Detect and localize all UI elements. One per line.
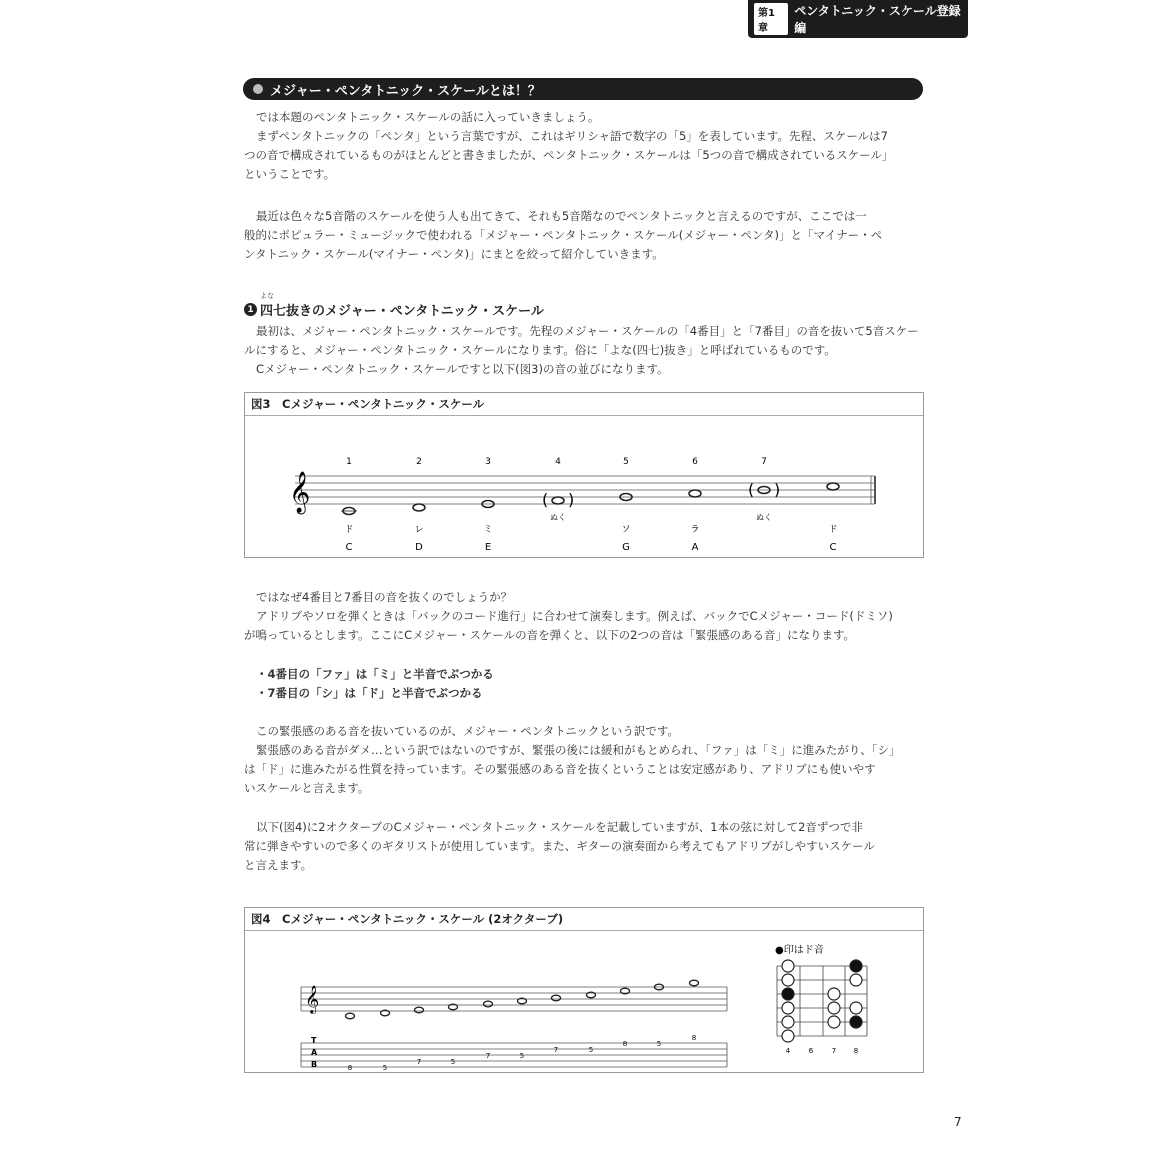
tab-fret: 7 bbox=[553, 1046, 559, 1054]
parenthesis-close: ) bbox=[774, 480, 781, 499]
note-letter: G bbox=[622, 542, 630, 553]
fret-number: 4 bbox=[785, 1047, 791, 1055]
note-letter: C bbox=[345, 542, 353, 553]
figure-4-title: 図4 Cメジャー・ペンタトニック・スケール (2オクターブ) bbox=[245, 908, 923, 931]
text-line: まずペンタトニックの「ペンタ」という言葉ですが、これはギリシャ語で数字の「5」を表しています。先程、スケールは7 bbox=[256, 129, 888, 143]
whole-note bbox=[346, 1013, 355, 1019]
solfege-label: レ bbox=[414, 525, 424, 535]
tab-clef-t: T bbox=[311, 1036, 317, 1045]
figure-3-title: 図3 Cメジャー・ペンタトニック・スケール bbox=[245, 393, 923, 416]
text-line: ということです。 bbox=[244, 167, 336, 181]
tab-fret: 8 bbox=[347, 1064, 353, 1071]
text-line: が鳴っているとします。ここにCメジャー・スケールの音を弾くと、以下の2つの音は「緊張感のある音」になります。 bbox=[244, 628, 856, 642]
page-number: 7 bbox=[954, 1115, 962, 1129]
subsection-heading bbox=[244, 300, 544, 319]
whole-note bbox=[484, 1001, 493, 1007]
whole-note-removed bbox=[552, 497, 564, 504]
degree-number: 2 bbox=[416, 457, 422, 467]
text-line: この緊張感のある音を抜いているのが、メジャー・ペンタトニックという訳です。 bbox=[256, 724, 679, 738]
text-line: ではなぜ4番目と7番目の音を抜くのでしょうか？ bbox=[256, 590, 513, 604]
removed-label: ぬく bbox=[756, 513, 772, 522]
whole-note bbox=[413, 504, 425, 511]
treble-clef-icon: 𝄞 bbox=[305, 985, 320, 1013]
tab-fret: 8 bbox=[691, 1034, 697, 1042]
bullet-item: ・4番目の「ファ」は「ミ」と半音でぶつかる bbox=[256, 667, 494, 681]
text-line: と言えます。 bbox=[244, 858, 313, 872]
parenthesis-close: ) bbox=[568, 490, 575, 509]
text-line: Cメジャー・ペンタトニック・スケールですと以下(図3)の音の並びになります。 bbox=[256, 362, 669, 376]
text-line: 緊張感のある音がダメ…という訳ではないのですが、緊張の後には緩和がもとめられ、「ファ」は「ミ」に進みたがり、「シ」 bbox=[256, 743, 901, 757]
degree-number: 3 bbox=[485, 457, 491, 467]
whole-note bbox=[690, 980, 699, 986]
root-note-dot bbox=[782, 988, 794, 1000]
note-letter: D bbox=[415, 542, 423, 553]
scale-dot bbox=[782, 1002, 794, 1014]
tab-fret: 5 bbox=[519, 1052, 525, 1060]
figure-3-notation bbox=[245, 416, 923, 556]
scale-dot bbox=[782, 1030, 794, 1042]
note-letter: A bbox=[691, 542, 699, 553]
degree-number: 1 bbox=[346, 457, 352, 467]
text-line: は「ド」に進みたがる性質を持っています。その緊張感のある音を抜くということは安定感があり、アドリブにも使いやす bbox=[244, 762, 876, 776]
subsection-number-badge: 1 bbox=[244, 303, 257, 316]
fretboard-legend: ●印はド音 bbox=[775, 945, 824, 956]
scale-dot bbox=[828, 988, 840, 1000]
why-paragraph-3 bbox=[244, 818, 924, 875]
tab-fret: 5 bbox=[450, 1058, 456, 1066]
scale-dot bbox=[850, 1002, 862, 1014]
tab-fret: 7 bbox=[416, 1058, 422, 1066]
scale-dot bbox=[850, 974, 862, 986]
fret-number: 7 bbox=[831, 1047, 837, 1055]
whole-note bbox=[689, 490, 701, 497]
tab-fret: 8 bbox=[622, 1040, 628, 1048]
whole-note bbox=[827, 483, 839, 490]
figure-4 bbox=[244, 907, 924, 1073]
figure-4-notation bbox=[245, 931, 923, 1071]
tab-fret: 5 bbox=[588, 1046, 594, 1054]
parenthesis-open: ( bbox=[542, 490, 549, 509]
why-paragraph-2 bbox=[244, 722, 924, 798]
parenthesis-open: ( bbox=[748, 480, 755, 499]
scale-dot bbox=[828, 1016, 840, 1028]
scale-dot bbox=[782, 974, 794, 986]
chapter-chip: 第1章 bbox=[754, 3, 788, 35]
root-note-dot bbox=[850, 1016, 862, 1028]
degree-number: 7 bbox=[761, 457, 767, 467]
fret-number: 8 bbox=[853, 1047, 859, 1055]
text-line: いスケールと言えます。 bbox=[244, 781, 370, 795]
solfege-label: ラ bbox=[690, 525, 700, 535]
section-title: メジャー・ペンタトニック・スケールとは！？ bbox=[270, 83, 541, 99]
intro-paragraph-2 bbox=[244, 207, 924, 264]
scale-dot bbox=[782, 1016, 794, 1028]
subsection-paragraph bbox=[244, 322, 924, 379]
text-line: 以下(図4)に2オクターブのCメジャー・ペンタトニック・スケールを記載していますが、1本の弦に対して2音ずつで非 bbox=[256, 820, 863, 834]
text-line: 最近は色々な5音階のスケールを使う人も出てきて、それも5音階なのでペンタトニックと言えるのですが、ここでは一 bbox=[256, 209, 867, 223]
tab-fret: 5 bbox=[382, 1064, 388, 1071]
why-paragraph-1 bbox=[244, 588, 924, 645]
scale-dot bbox=[782, 960, 794, 972]
intro-paragraph-1 bbox=[244, 108, 924, 184]
tab-clef-b: B bbox=[311, 1060, 318, 1069]
text-line: 最初は、メジャー・ペンタトニック・スケールです。先程のメジャー・スケールの「4番目」と「7番目」の音を抜いて5音スケー bbox=[256, 324, 919, 338]
text-line: ルにすると、メジャー・ペンタトニック・スケールになります。俗に「よな(四七)抜き」と呼ばれているものです。 bbox=[244, 343, 836, 357]
whole-note bbox=[415, 1007, 424, 1013]
text-line: 般的にポピュラー・ミュージックで使われる「メジャー・ペンタトニック・スケール(メジャー・ペンタ)」と「マイナー・ペ bbox=[244, 228, 883, 242]
why-bullets bbox=[244, 665, 924, 703]
figure-3 bbox=[244, 392, 924, 558]
bullet-item: ・7番目の「シ」は「ド」と半音でぶつかる bbox=[256, 686, 483, 700]
text-line: ンタトニック・スケール(マイナー・ペンタ)」にまとを絞って紹介していきます。 bbox=[244, 247, 664, 261]
removed-label: ぬく bbox=[550, 513, 566, 522]
text-line: では本題のペンタトニック・スケールの話に入っていきましょう。 bbox=[256, 110, 600, 124]
chapter-title: ペンタトニック・スケール登録編 bbox=[794, 4, 961, 35]
degree-number: 6 bbox=[692, 457, 698, 467]
tab-fret: 7 bbox=[485, 1052, 491, 1060]
tab-fret: 5 bbox=[656, 1040, 662, 1048]
solfege-label: ミ bbox=[483, 525, 493, 535]
note-letter: E bbox=[484, 542, 492, 553]
note-letter: C bbox=[829, 542, 837, 553]
degree-number: 5 bbox=[623, 457, 629, 467]
solfege-label: ド bbox=[828, 525, 838, 535]
solfege-label: ド bbox=[344, 525, 354, 535]
scale-dot bbox=[828, 1002, 840, 1014]
text-line: 常に弾きやすいので多くのギタリストが使用しています。また、ギターの演奏面から考えてもアドリブがしやすいスケール bbox=[244, 839, 875, 853]
root-note-dot bbox=[850, 960, 862, 972]
subsection-ruby: よな bbox=[260, 292, 274, 300]
whole-note bbox=[552, 995, 561, 1001]
subsection-title: 四七抜きのメジャー・ペンタトニック・スケール bbox=[260, 304, 544, 319]
fret-number: 6 bbox=[808, 1047, 814, 1055]
section-title-bar bbox=[243, 78, 923, 100]
chapter-header-tab bbox=[748, 0, 968, 38]
solfege-label: ソ bbox=[621, 525, 631, 535]
degree-number: 4 bbox=[555, 457, 561, 467]
bullet-dot-icon bbox=[253, 84, 263, 94]
treble-clef-icon: 𝄞 bbox=[289, 472, 311, 513]
text-line: アドリブやソロを弾くときは「バックのコード進行」に合わせて演奏します。例えば、バックでCメジャー・コード(ドミソ) bbox=[256, 609, 893, 623]
tab-clef-a: A bbox=[311, 1048, 318, 1057]
text-line: つの音で構成されているものがほとんどと書きましたが、ペンタトニック・スケールは「5つの音で構成されているスケール」 bbox=[244, 148, 894, 162]
